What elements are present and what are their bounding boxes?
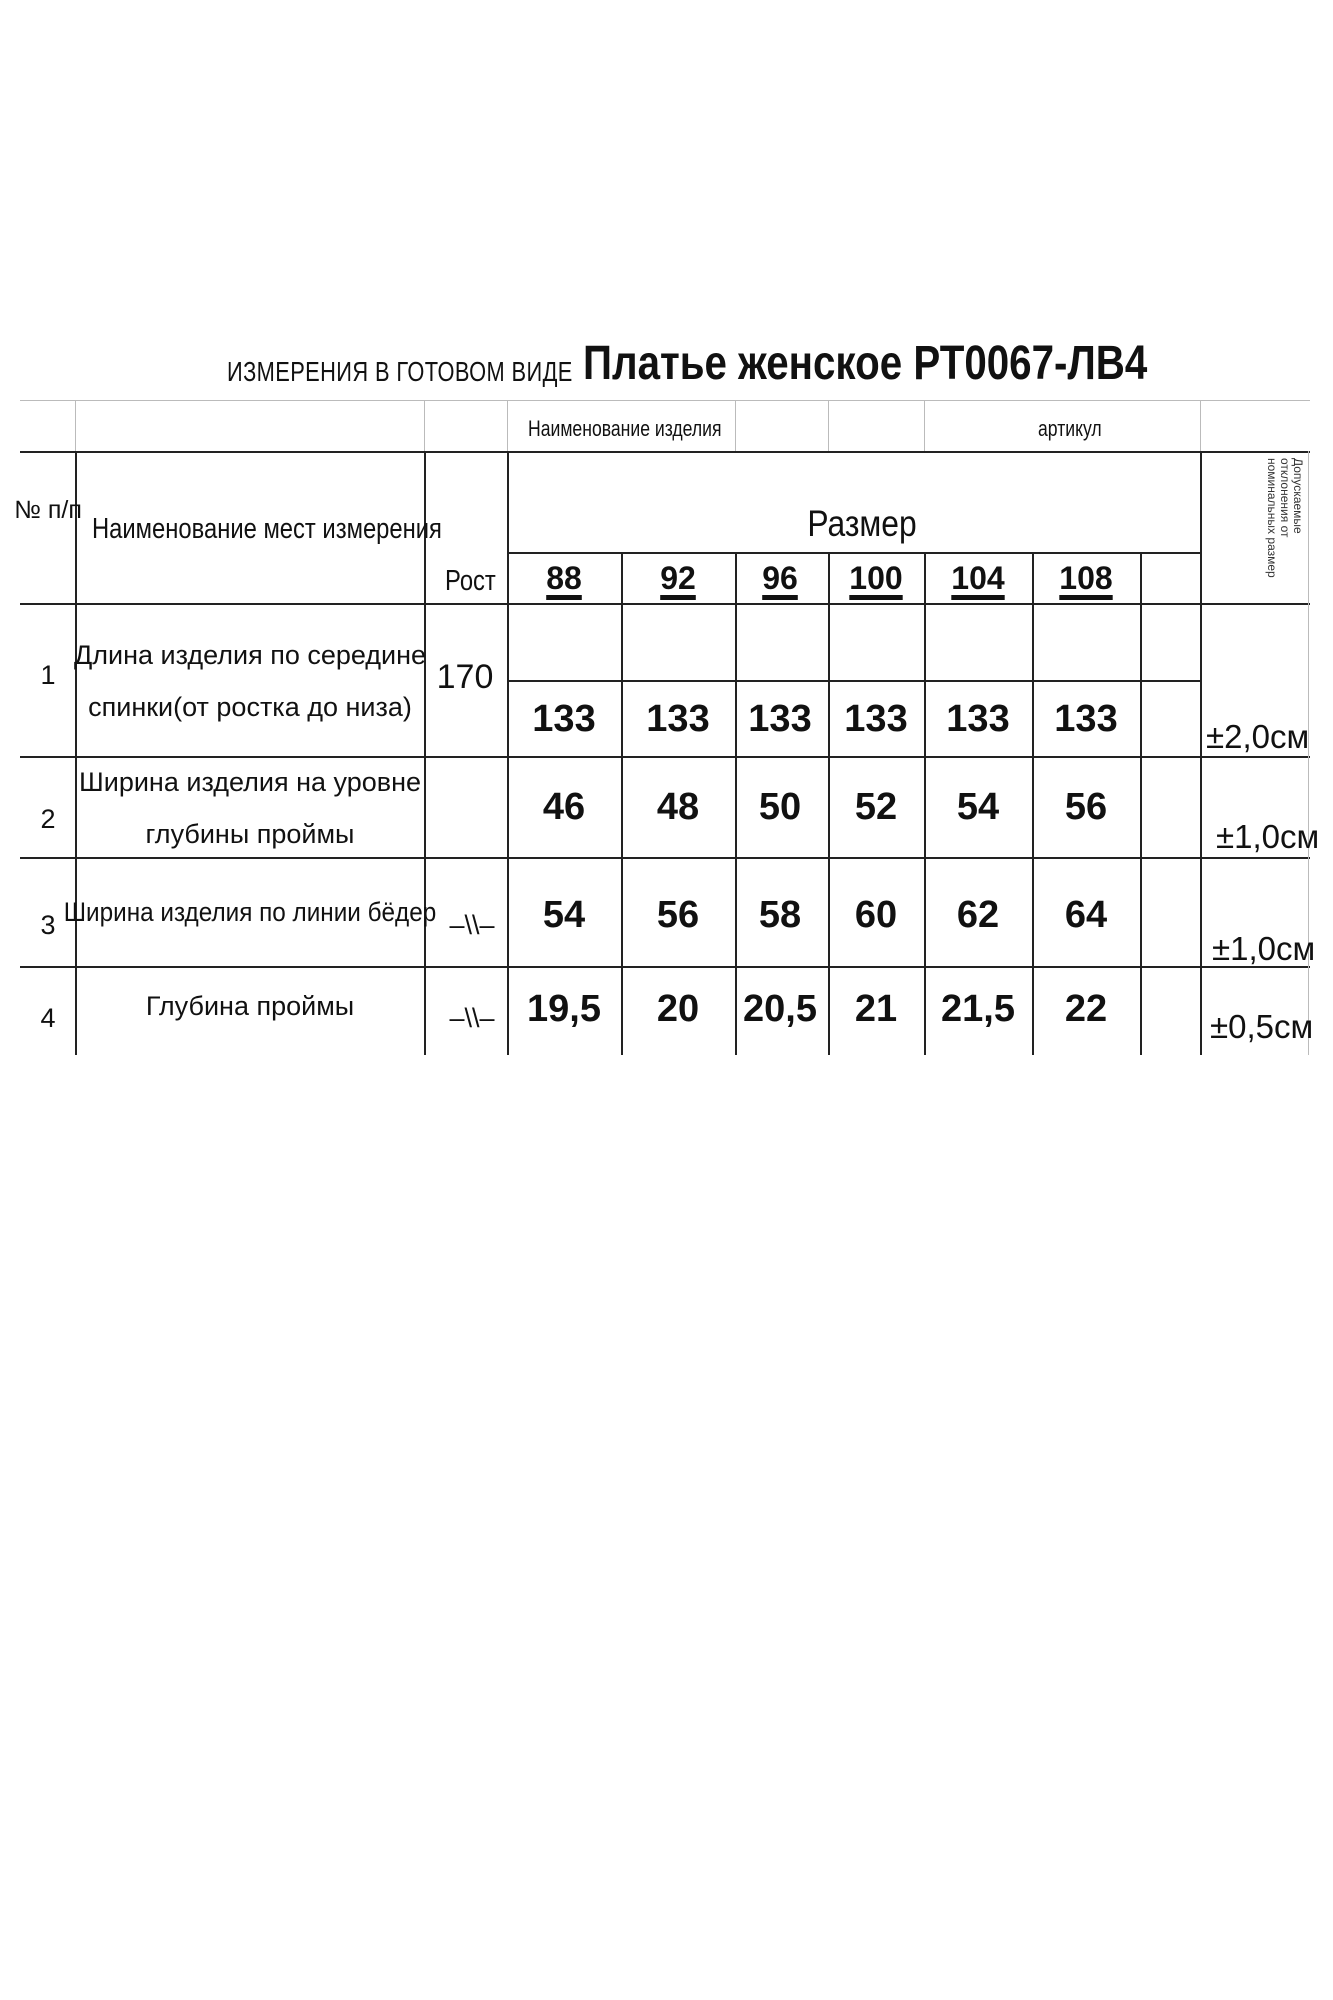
row-height-ditto: –\\– xyxy=(449,1003,495,1033)
top-row-divider xyxy=(75,400,76,452)
column-border xyxy=(1032,552,1034,1055)
column-border xyxy=(621,552,623,1055)
product-title: Платье женское РТ0067-ЛВ4 xyxy=(583,337,1148,390)
column-border xyxy=(1140,552,1142,1055)
top-row-divider xyxy=(1200,400,1201,452)
column-border xyxy=(924,552,926,1055)
top-row-divider xyxy=(828,400,829,452)
row-number: 3 xyxy=(40,910,56,940)
size-group-header: Размер xyxy=(807,503,917,544)
measure-place-header: Наименование мест измерения xyxy=(92,513,442,545)
tolerance-value: ±1,0см xyxy=(1216,818,1320,855)
size-label-92: 92 xyxy=(660,560,696,596)
value-cell: 20,5 xyxy=(743,988,817,1030)
column-border xyxy=(75,451,77,1055)
size-label-100: 100 xyxy=(849,560,903,596)
value-cell: 50 xyxy=(758,786,802,828)
sheet-title-prefix: ИЗМЕРЕНИЯ В ГОТОВОМ ВИДЕ xyxy=(227,356,573,387)
value-cell: 22 xyxy=(1064,988,1108,1030)
tolerance-value: ±1,0см xyxy=(1212,930,1316,967)
column-border xyxy=(1200,451,1202,1055)
header-bottom-border xyxy=(20,603,1310,605)
top-row-divider xyxy=(507,400,508,452)
size-label-88: 88 xyxy=(546,560,582,596)
top-row-divider xyxy=(424,400,425,452)
row-number: 1 xyxy=(40,660,56,690)
tolerance-value: ±2,0см xyxy=(1206,718,1310,755)
value-cell: 20 xyxy=(656,988,700,1030)
title-row-divider xyxy=(20,400,1310,401)
value-cell: 133 xyxy=(748,698,812,740)
value-cell: 133 xyxy=(646,698,710,740)
value-cell: 46 xyxy=(542,786,586,828)
num-column-header: № п/п xyxy=(14,496,82,524)
value-cell: 62 xyxy=(956,894,1000,936)
row-description: Глубина проймы xyxy=(145,991,355,1021)
value-cell: 21,5 xyxy=(941,988,1015,1030)
height-header: Рост xyxy=(445,565,496,597)
value-cell: 19,5 xyxy=(527,988,601,1030)
value-cell: 133 xyxy=(844,698,908,740)
table-top-border xyxy=(20,451,1310,453)
row-description: Ширина изделия на уровне глубины проймы xyxy=(79,767,421,849)
value-cell: 48 xyxy=(656,786,700,828)
size-label-108: 108 xyxy=(1059,560,1113,596)
tolerance-header: Допускаемые отклонения от номинальных размер xyxy=(1265,458,1305,578)
top-row-divider xyxy=(924,400,925,452)
value-cell: 133 xyxy=(1054,698,1118,740)
value-cell: 58 xyxy=(758,894,802,936)
value-cell: 21 xyxy=(854,988,898,1030)
size-label-104: 104 xyxy=(951,560,1005,596)
tolerance-value: ±0,5см xyxy=(1210,1008,1314,1045)
column-border xyxy=(735,552,737,1055)
value-cell: 54 xyxy=(542,894,586,936)
size-label-96: 96 xyxy=(762,560,798,596)
top-row-divider xyxy=(735,400,736,452)
row-height-ditto: –\\– xyxy=(449,910,495,940)
row-height: 170 xyxy=(436,658,494,696)
value-cell: 56 xyxy=(1064,786,1108,828)
product-name-label: Наименование изделия xyxy=(528,416,722,441)
value-cell: 133 xyxy=(532,698,596,740)
article-label: артикул xyxy=(1038,416,1102,441)
value-cell: 64 xyxy=(1064,894,1108,936)
value-cell: 54 xyxy=(956,786,1000,828)
value-cell: 60 xyxy=(854,894,898,936)
column-border xyxy=(828,552,830,1055)
row-description: Ширина изделия по линии бёдер xyxy=(63,897,437,927)
value-cell: 56 xyxy=(656,894,700,936)
row-description: Длина изделия по середине спинки(от ростка до низа) xyxy=(73,640,427,722)
measurement-sheet xyxy=(14,320,1320,1055)
row-number: 4 xyxy=(40,1003,56,1033)
row1-split-line xyxy=(507,680,1200,682)
value-cell: 52 xyxy=(854,786,898,828)
row-number: 2 xyxy=(40,804,56,834)
column-border xyxy=(507,451,509,1055)
size-header-divider xyxy=(507,552,1200,554)
row3-bottom-border xyxy=(20,966,1310,968)
value-cell: 133 xyxy=(946,698,1010,740)
